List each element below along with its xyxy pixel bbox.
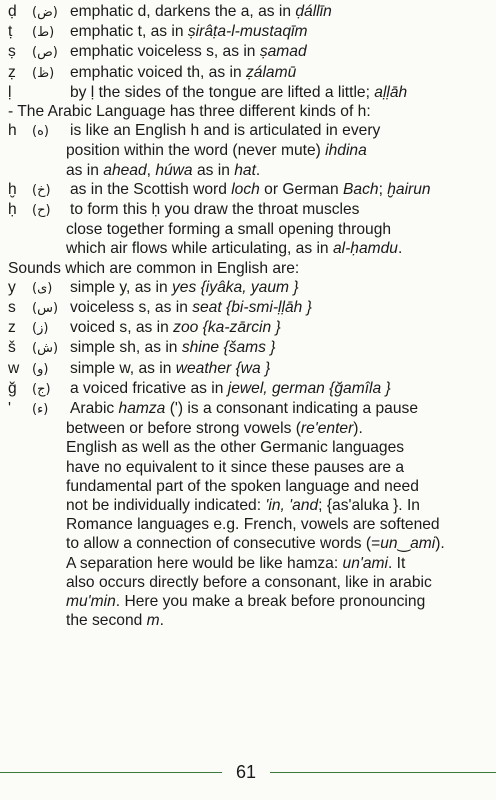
letter-symbol: h	[8, 122, 17, 140]
page-number: 61	[235, 762, 257, 782]
description-line: A separation here would be like hamza: un'ami. It	[66, 554, 406, 572]
arabic-letter: (خ)	[32, 182, 51, 198]
letter-description: voiced s, as in zoo {ka-zārcin }	[70, 319, 281, 337]
example-word: weather	[175, 359, 232, 377]
letter-symbol: s	[8, 299, 16, 317]
letter-description: to form this ḥ you draw the throat muscles	[70, 201, 360, 219]
arabic-example: {wa }	[235, 359, 271, 377]
example-word: loch	[231, 180, 260, 198]
letter-description: by ḷ the sides of the tongue are lifted a little; aḷḷāh	[70, 83, 408, 101]
arabic-letter: (ط)	[32, 25, 55, 41]
letter-symbol: ḫ	[8, 180, 17, 198]
arabic-letter: (ظ)	[32, 65, 55, 81]
example-word: ṣirâṭa-l-mustaqīm	[187, 23, 308, 41]
arabic-letter: (ج)	[32, 381, 51, 397]
example-word: al-ḥamdu	[332, 240, 398, 258]
arabic-example: {bi-smi-ḷḷāh }	[226, 299, 312, 317]
entry-d-emphatic	[8, 2, 490, 22]
example-word: un‿ami	[380, 535, 436, 553]
letter-description: voiceless s, as in seat {bi-smi-ḷḷāh }	[70, 299, 312, 317]
letter-description: a voiced fricative as in jewel, german {ğamîla }	[70, 379, 391, 397]
description-line: mu'min. Here you make a break before pronouncing	[66, 593, 426, 611]
arabic-letter: (ض)	[32, 5, 58, 20]
letter-symbol: w	[8, 359, 20, 377]
example-word: un'ami	[342, 554, 388, 572]
example-word: hat	[234, 161, 256, 179]
footer-rule-left	[0, 772, 222, 773]
example-word: Bach	[343, 180, 379, 198]
description-line: fundamental part of the spoken language and need	[66, 477, 419, 495]
description-line: to allow a connection of consecutive words (=un‿ami).	[66, 535, 445, 553]
example-word: aḷḷāh	[374, 83, 408, 101]
entry-z-emphatic	[8, 63, 490, 83]
example-word: yes	[171, 278, 197, 296]
arabic-letter: (و)	[32, 361, 49, 377]
arabic-letter: (ه)	[32, 124, 49, 140]
example-word: seat	[192, 299, 222, 317]
entry-z	[8, 318, 490, 338]
description-line: as in ahead, húwa as in hat.	[66, 161, 261, 179]
description-line: Romance languages e.g. French, vowels are softened	[66, 516, 440, 534]
arabic-letter: (ش)	[32, 341, 59, 357]
example-word: mu'min	[66, 593, 116, 611]
letter-description: Arabic hamza (') is a consonant indicating a pause	[70, 400, 418, 418]
arabic-example: {ka-zārcin }	[202, 319, 281, 337]
letter-symbol: ḍ	[8, 3, 17, 20]
letter-description: as in the Scottish word loch or German Bach; ḫairun	[70, 180, 431, 198]
example-word: hamza	[118, 400, 166, 418]
example-word: ẓálamū	[245, 63, 297, 81]
example-word: m	[146, 612, 160, 630]
letter-description: emphatic voiced th, as in ẓálamū	[70, 63, 297, 81]
letter-symbol: ṭ	[8, 23, 13, 41]
entry-t-emphatic	[8, 22, 490, 42]
footer-rule-right	[270, 772, 496, 773]
arabic-letter: (ز)	[32, 321, 49, 337]
letter-description: simple y, as in yes {iyâka, yaum }	[70, 278, 299, 296]
entry-l-velarized	[8, 83, 490, 102]
description-line: the second m.	[66, 612, 164, 630]
description-line: which air flows while articulating, as in al-ḥamdu.	[66, 240, 403, 258]
letter-symbol: z	[8, 319, 16, 337]
arabic-letter: (ح)	[32, 203, 51, 219]
arabic-letter: (ى)	[32, 280, 53, 296]
arabic-example: {ğamîla }	[329, 379, 391, 397]
description-line: also occurs directly before a consonant, like in arabic	[66, 573, 432, 591]
letter-description: simple w, as in weather {wa }	[70, 359, 271, 377]
entry-sh	[8, 338, 490, 358]
example-word: ihdina	[325, 142, 367, 160]
example-word: 'in, 'and	[265, 497, 319, 515]
letter-symbol: ḥ	[8, 201, 17, 219]
arabic-example: {iyâka, yaum }	[200, 278, 299, 296]
letter-symbol: y	[8, 278, 16, 296]
example-word: ḫairun	[387, 180, 431, 198]
description-line: between or before strong vowels (re'enter).	[66, 420, 363, 438]
arabic-letter: (ء)	[32, 402, 49, 418]
example-word: ṣamad	[259, 43, 307, 61]
description-line: have no equivalent to it since these pauses are a	[66, 458, 405, 476]
common-intro: Sounds which are common in English are:	[8, 259, 300, 277]
example-word: húwa	[155, 161, 193, 179]
arabic-example: {šams }	[223, 339, 276, 357]
letter-symbol: ẓ	[8, 63, 16, 81]
entry-h-pharyngeal	[8, 200, 490, 220]
description-line: position within the word (never mute) ihdina	[66, 142, 367, 160]
letter-description: emphatic voiceless s, as in ṣamad	[70, 43, 307, 61]
description-line: close together forming a small opening through	[66, 221, 392, 239]
letter-symbol: '	[8, 400, 11, 418]
h-intro: - The Arabic Language has three different kinds of h:	[8, 103, 371, 121]
letter-description: emphatic t, as in ṣirâṭa-l-mustaqīm	[70, 23, 308, 41]
example-word: shine	[181, 339, 220, 357]
description-line: not be individually indicated: 'in, 'and; {as'aluka }. In	[66, 497, 420, 515]
example-word: zoo	[173, 319, 199, 337]
example-word: jewel, german	[227, 379, 325, 397]
entry-s	[8, 298, 490, 318]
page-content	[8, 2, 490, 631]
letter-description: emphatic d, darkens the a, as in ḍállīn	[70, 3, 332, 20]
letter-symbol: š	[8, 339, 16, 357]
example-word: ḍállīn	[295, 3, 332, 20]
letter-symbol: ğ	[8, 379, 17, 397]
entry-g	[8, 379, 490, 399]
arabic-letter: (ص)	[32, 45, 58, 61]
description-line: English as well as the other Germanic languages	[66, 439, 405, 457]
example-word: ahead	[103, 161, 147, 179]
entry-h-plain	[8, 121, 490, 141]
letter-symbol: ṣ	[8, 43, 16, 61]
page-footer	[0, 761, 496, 785]
letter-description: simple sh, as in shine {šams }	[70, 339, 276, 357]
entry-w	[8, 359, 490, 379]
arabic-letter: (س)	[32, 301, 59, 317]
letter-symbol: ḷ	[8, 83, 12, 101]
letter-description: is like an English h and is articulated in every	[70, 122, 381, 140]
entry-y	[8, 278, 490, 298]
entry-s-emphatic	[8, 42, 490, 62]
entry-hamza	[8, 399, 490, 419]
entry-h-kh	[8, 180, 490, 200]
example-word: re'enter	[300, 420, 354, 438]
